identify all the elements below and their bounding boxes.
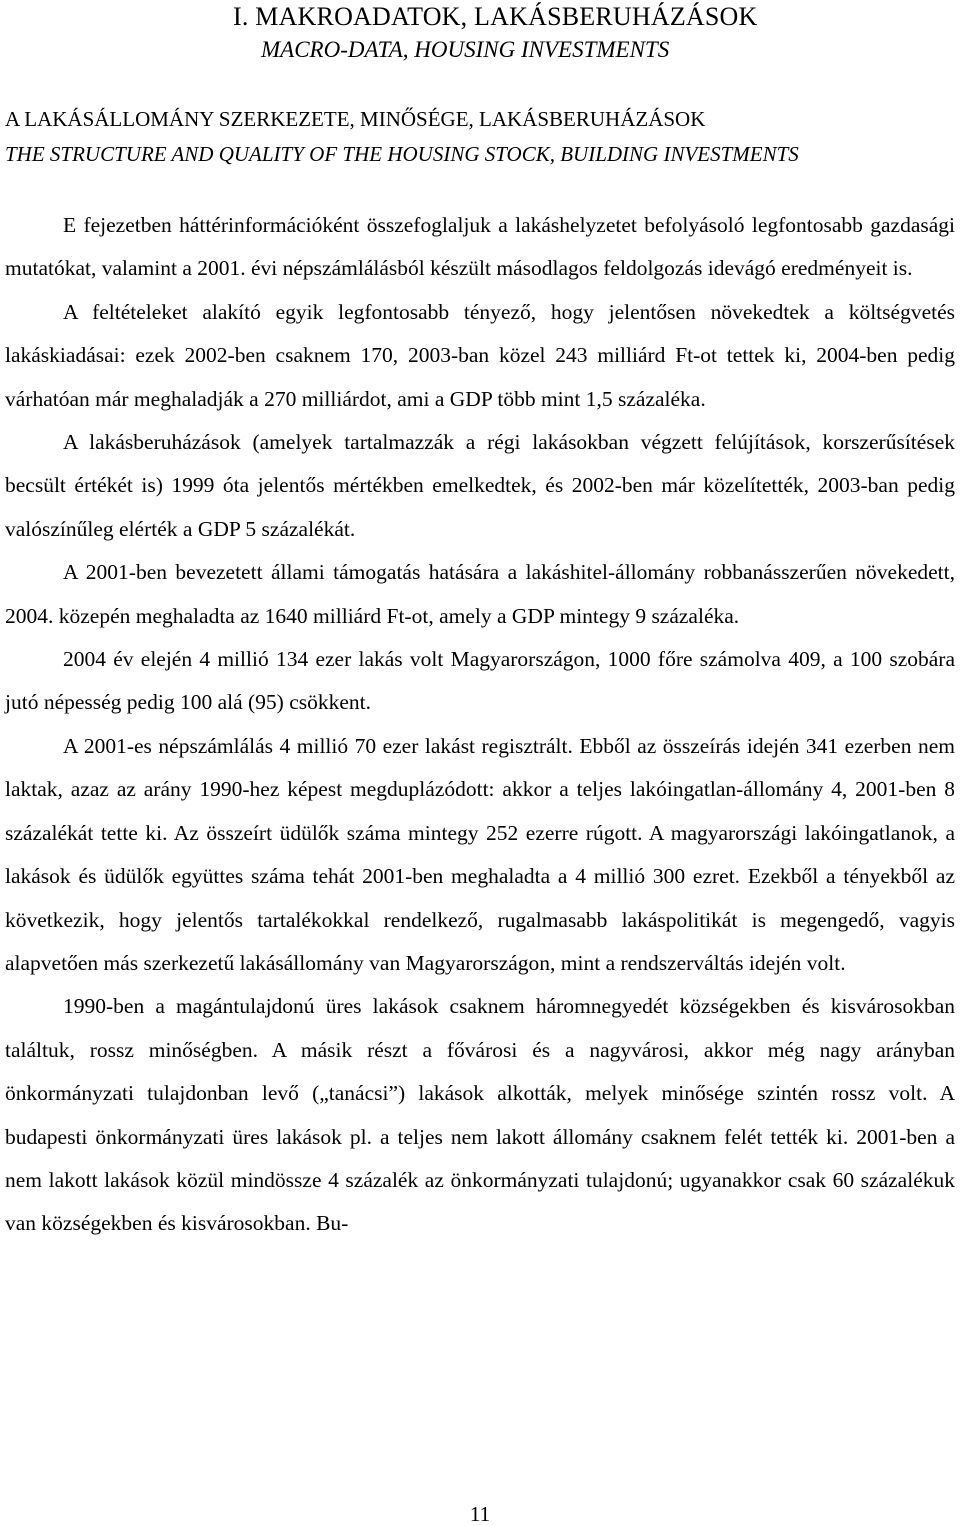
paragraph: E fejezetben háttérinformációként összefoglaljuk a lakáshelyzetet befolyásoló legfontosabb gazdasági mutatókat, valamint a 2001. évi népszámlálásból készült másodlagos feldolgozás idevágó eredményeit is.	[5, 213, 955, 281]
chapter-title: I. MAKROADATOK, LAKÁSBERUHÁZÁSOK	[233, 2, 758, 31]
section-subtitle: THE STRUCTURE AND QUALITY OF THE HOUSING STOCK, BUILDING INVESTMENTS	[5, 142, 799, 166]
paragraph: A feltételeket alakító egyik legfontosabb tényező, hogy jelentősen növekedtek a költségvetés lakáskiadásai: ezek 2002-ben csaknem 170, 2003-ban közel 243 milliárd Ft-ot tettek ki, 2004-ben pedig várhatóan már meghaladják a 270 milliárdot, ami a GDP több mint 1,5 százaléka.	[5, 299, 955, 411]
paragraph: A 2001-ben bevezetett állami támogatás hatására a lakáshitel-állomány robbanásszerűen növekedett, 2004. közepén meghaladta az 1640 milliárd Ft-ot, amely a GDP mintegy 9 százaléka.	[5, 560, 955, 628]
body-text	[5, 204, 955, 1246]
page-number: 11	[469, 1502, 491, 1526]
section-title: A LAKÁSÁLLOMÁNY SZERKEZETE, MINŐSÉGE, LAKÁSBERUHÁZÁSOK	[5, 107, 706, 131]
document-page	[5, 0, 955, 1525]
paragraph: 2004 év elején 4 millió 134 ezer lakás volt Magyarországon, 1000 főre számolva 409, a 100 szobára jutó népesség pedig 100 alá (95) csökkent.	[5, 647, 955, 715]
chapter-subtitle: MACRO-DATA, HOUSING INVESTMENTS	[261, 37, 670, 62]
paragraph: 1990-ben a magántulajdonú üres lakások csaknem háromnegyedét községekben és kisvárosokban találtuk, rossz minőségben. A másik részt a fővárosi és a nagyvárosi, akkor még nagy arányban önkormányzati tulajdonban levő („tanácsi”) lakások alkották, melyek minősége szintén rossz volt. A budapesti önkormányzati üres lakások pl. a teljes nem lakott állomány csaknem felét tették ki. 2001-ben a nem lakott lakások közül mindössze 4 százalék az önkormányzati tulajdonú; ugyanakkor csak 60 százalékuk van községekben és kisvárosokban. Bu-	[5, 994, 955, 1236]
paragraph: A 2001-es népszámlálás 4 millió 70 ezer lakást regisztrált. Ebből az összeírás idején 341 ezerben nem laktak, azaz az arány 1990-hez képest megduplázódott: akkor a teljes lakóingatlan-állomány 4, 2001-ben 8 százalékát tette ki. Az összeírt üdülők száma mintegy 252 ezerre rúgott. A magyarországi lakóingatlanok, a lakások és üdülők együttes száma tehát 2001-ben meghaladta a 4 millió 300 ezret. Ezekből a tényekből az következik, hogy jelentős tartalékokkal rendelkező, rugalmasabb lakáspolitikát is megengedő, vagyis alapvetően más szerkezetű lakásállomány van Magyarországon, mint a rendszerváltás idején volt.	[5, 733, 955, 975]
paragraph: A lakásberuházások (amelyek tartalmazzák a régi lakásokban végzett felújítások, korszerűsítések becsült értékét is) 1999 óta jelentős mértékben emelkedtek, és 2002-ben már közelítették, 2003-ban pedig valószínűleg elérték a GDP 5 százalékát.	[5, 430, 955, 541]
